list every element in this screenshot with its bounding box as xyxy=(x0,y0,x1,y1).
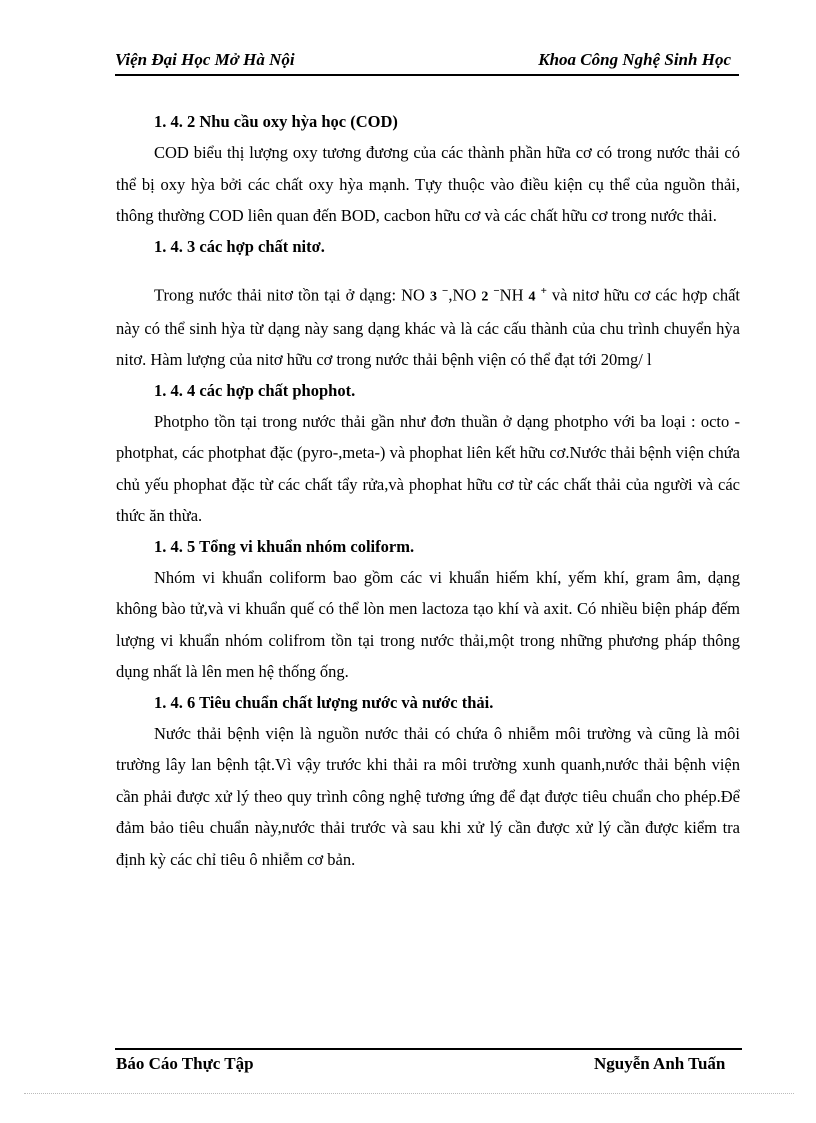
section-heading: 1. 4. 3 các hợp chất nitơ. xyxy=(154,236,325,256)
no2-charge: − xyxy=(493,284,500,297)
nh4-label: NH xyxy=(499,285,529,304)
section-paragraph: Photpho tồn tại trong nước thải gần như đơn thuần ở dạng photpho với ba loại : octo - photphat, các photphat đặc (pyro-,meta-) và phophat liên kết hữu cơ.Nước thải bệnh viện chứa chủ yếu phophat đặc từ các chất tẩy rửa,và phophat hữu cơ từ các chất thải của người và các thức ăn thừa. xyxy=(116,411,740,525)
section-heading: 1. 4. 6 Tiêu chuẩn chất lượng nước và nước thải. xyxy=(154,692,494,712)
section-heading: 1. 4. 4 các hợp chất phophot. xyxy=(154,380,356,400)
paragraph-text: và nitơ hữu cơ các hợp chất này có thể sinh hỳa từ dạng này sang dạng khác và là các cấu thành của chu trình chuyển hỳa nitơ. Hàm lượng của nitơ hữu cơ trong nước thải bệnh viện có thể đạt tới 20mg/ l xyxy=(116,285,741,369)
header-faculty: Khoa Công Nghệ Sinh Học xyxy=(538,50,731,69)
page-bottom-divider xyxy=(24,1093,794,1094)
section-phosphate xyxy=(116,376,740,532)
nh4-charge: + xyxy=(540,284,547,297)
paragraph-text: Trong nước thải nitơ tồn tại ở dạng: NO xyxy=(154,285,430,304)
footer-author: Nguyễn Anh Tuấn xyxy=(594,1054,726,1073)
nh4-subscript: 4 xyxy=(528,289,536,304)
footer-divider xyxy=(115,1048,742,1050)
no3-subscript: 3 xyxy=(430,289,437,304)
no2-subscript: 2 xyxy=(481,289,489,304)
section-nitrogen xyxy=(116,232,740,376)
header-institution: Viện Đại Học Mở Hà Nội xyxy=(115,50,295,69)
section-heading: 1. 4. 2 Nhu cầu oxy hỳa học (COD) xyxy=(154,112,398,131)
document-body xyxy=(116,107,740,875)
section-cod xyxy=(116,107,740,232)
section-coliform xyxy=(116,532,740,688)
section-paragraph: Nhóm vi khuẩn coliform bao gồm các vi khuẩn hiếm khí, yếm khí, gram âm, dạng không bào tử,và vi khuẩn quế có thể lòn men lactoza tạo khí và axit. Có nhiều biện pháp đếm lượng vi khuẩn nhóm colifrom tồn tại trong nước thải,một trong những phương pháp thông dụng nhất là lên men hệ thống ống. xyxy=(116,567,740,681)
no2-label: ,NO xyxy=(448,285,482,304)
section-paragraph xyxy=(116,276,740,376)
section-paragraph: Nước thải bệnh viện là nguồn nước thải có chứa ô nhiễm môi trường và cũng là môi trường lây lan bệnh tật.Vì vậy trước khi thải ra môi trường xunh quanh,nước thải bệnh viện cần phải được xử lý theo quy trình công nghệ tương ứng để đạt được tiêu chuẩn cho phép.Để đảm bảo tiêu chuẩn này,nước thải trước và sau khi xử lý cần được xử lý cần được kiểm tra định kỳ các chỉ tiêu ô nhiễm cơ bản. xyxy=(116,723,740,869)
footer-report-title: Báo Cáo Thực Tập xyxy=(116,1054,254,1073)
no3-charge: − xyxy=(442,284,449,297)
section-paragraph: COD biểu thị lượng oxy tương đương của các thành phần hữa cơ có trong nước thải có thể bị oxy hỳa bởi các chất oxy hỳa mạnh. Tựy thuộc vào điều kiện cụ thể của nguồn thải, thông thường COD liên quan đến BOD, cacbon hữu cơ và các chất hữu cơ trong nước thải. xyxy=(116,143,740,225)
section-heading: 1. 4. 5 Tổng vi khuẩn nhóm coliform. xyxy=(154,536,415,556)
section-standard xyxy=(116,688,740,876)
page-header xyxy=(115,48,739,76)
